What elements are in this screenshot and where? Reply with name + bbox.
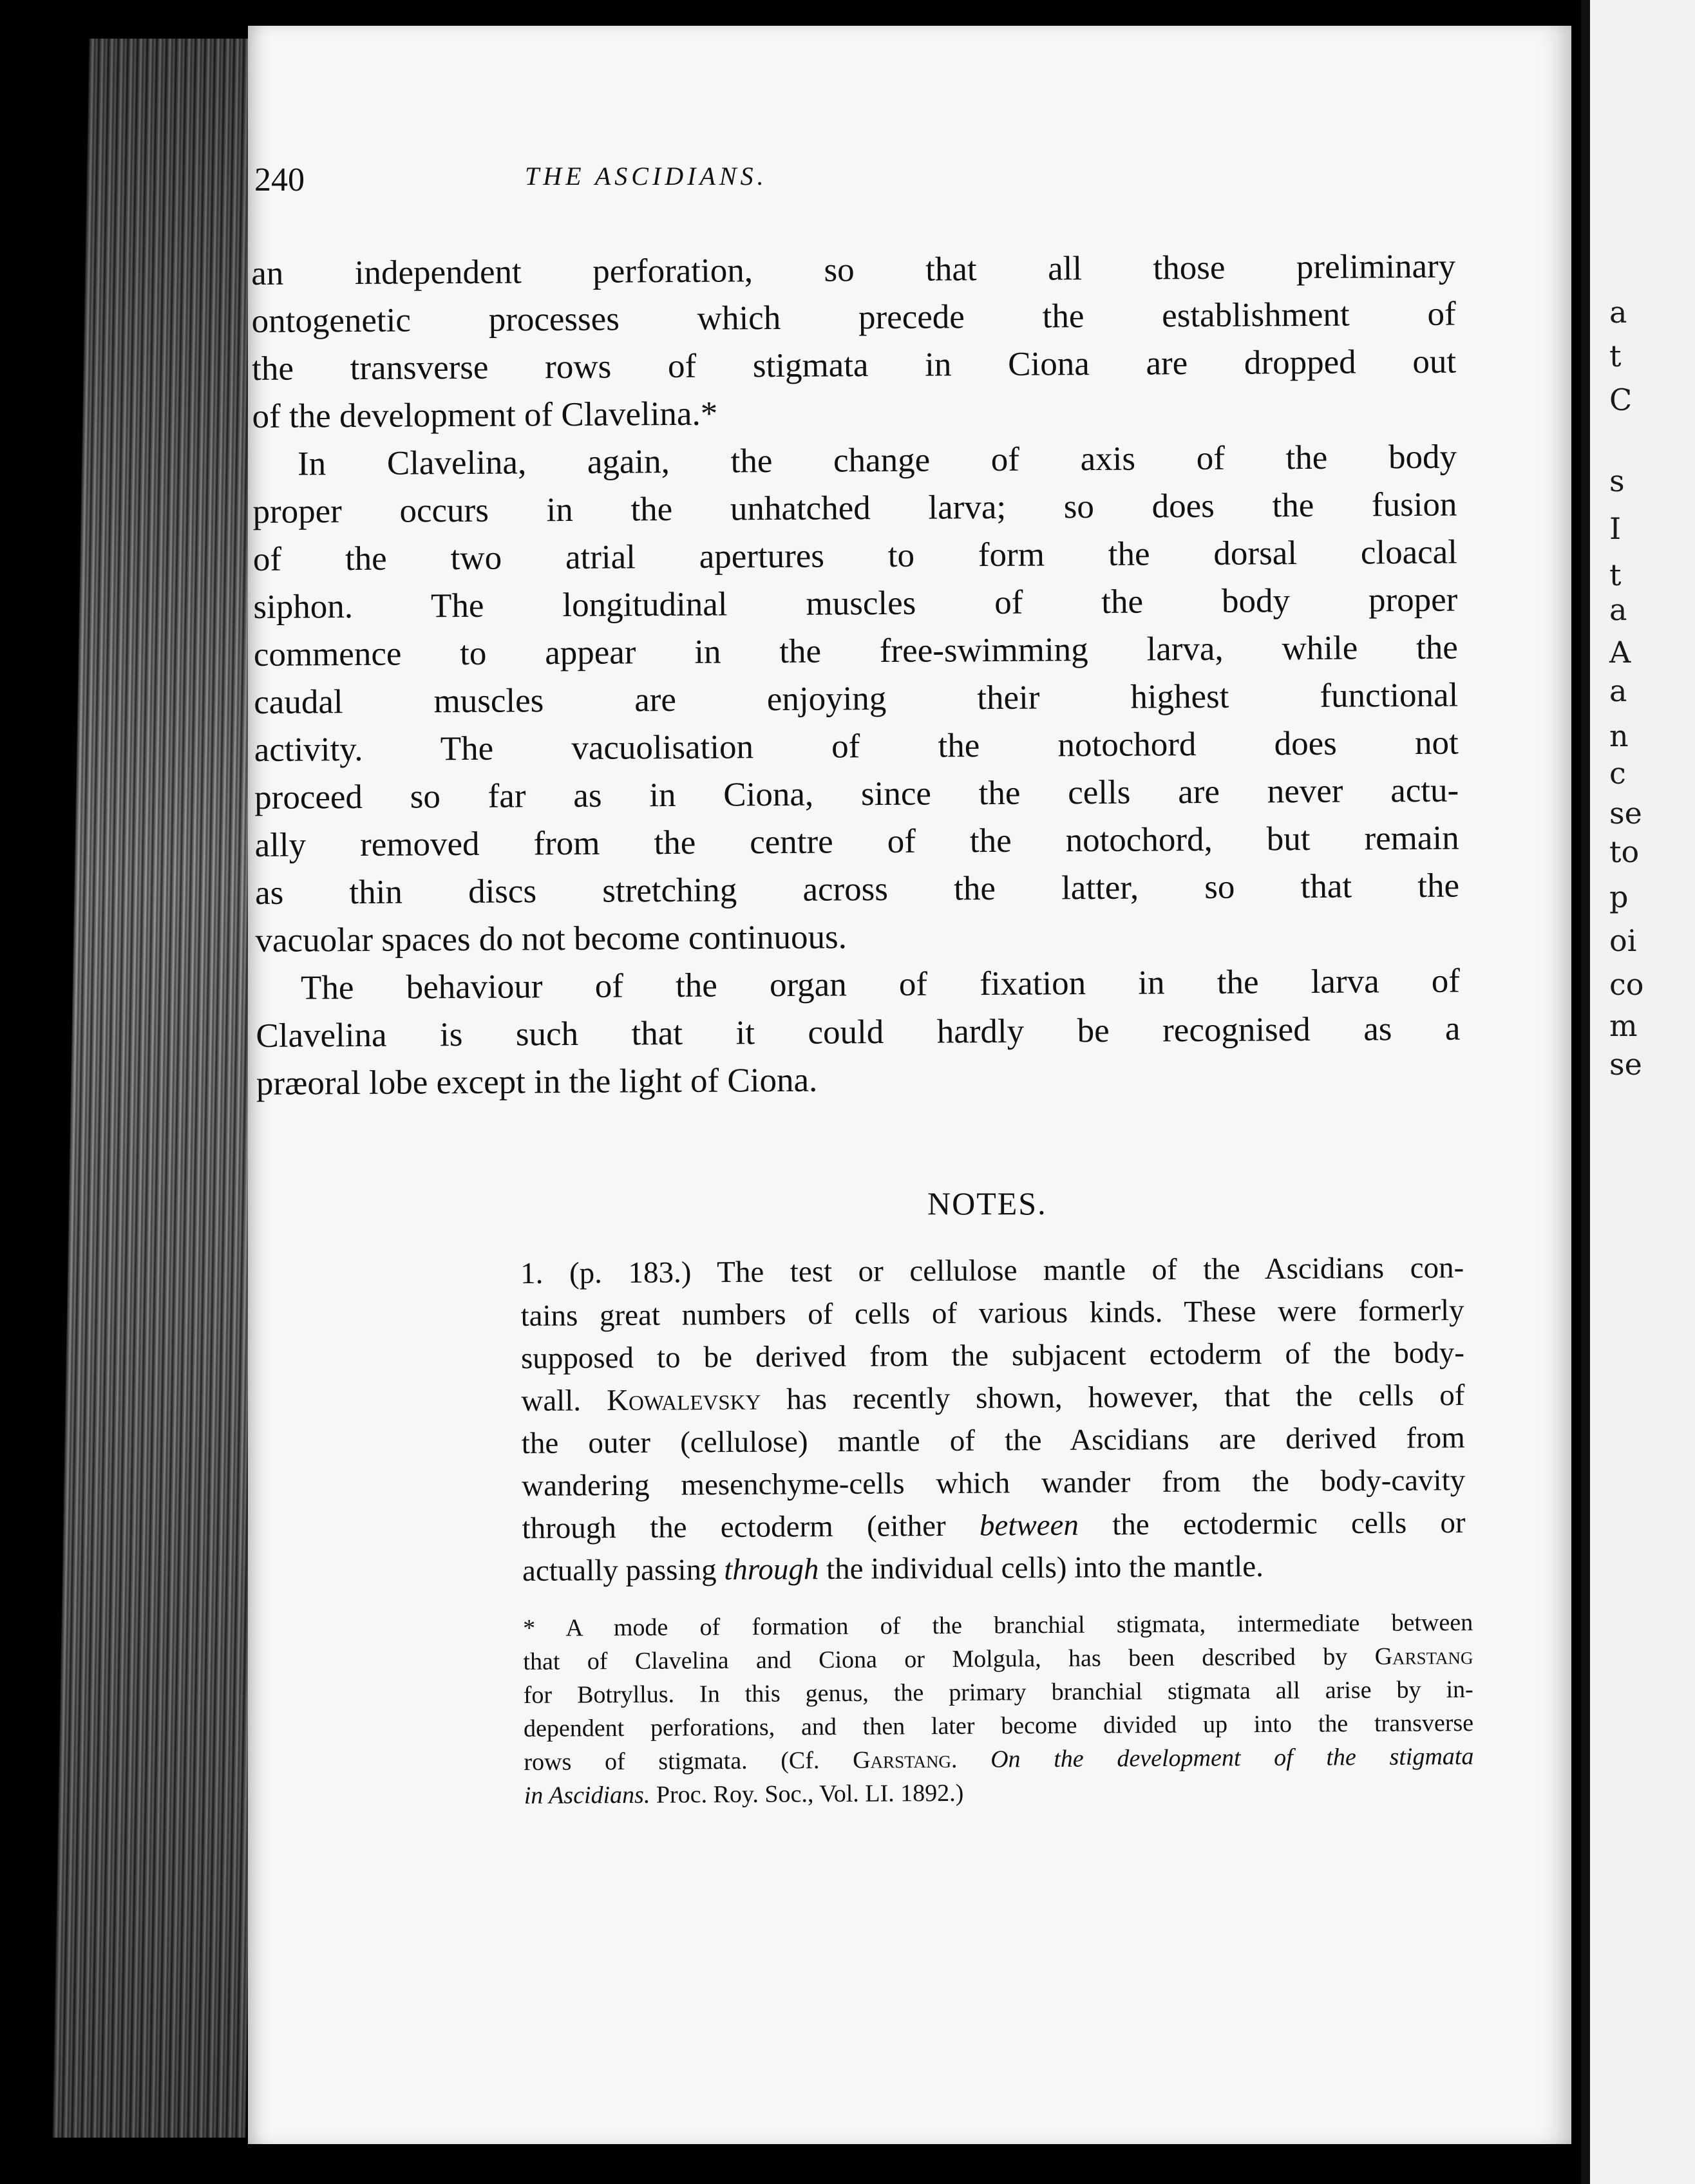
footnote-line: dependent perforations, and then later become divided up into the transverse — [523, 1709, 1474, 1742]
running-title: THE ASCIDIANS. — [525, 162, 768, 191]
note-fragment: the ectodermic cells or — [1112, 1506, 1466, 1542]
note-line: 1. (p. 183.) The test or cellulose mantle of the Ascidians con- — [520, 1251, 1464, 1290]
next-page-fragment: p — [1609, 880, 1629, 914]
note-line: the outer (cellulose) mantle of the Ascidians are derived from — [521, 1421, 1465, 1460]
body-line: proceed so far as in Ciona, since the cells are never actu- — [254, 771, 1459, 816]
body-line: activity. The vacuolisation of the notochord does not — [254, 724, 1459, 769]
footnote — [523, 1606, 1474, 1812]
author-name: Garstang. — [853, 1746, 958, 1774]
body-line: ally removed from the centre of the notochord, but remain — [254, 819, 1459, 864]
note-line — [521, 1374, 1464, 1422]
next-page-fragment: C — [1609, 382, 1633, 417]
note-line — [522, 1544, 1466, 1592]
next-page-fragment: A — [1609, 635, 1631, 670]
emphasis: through — [724, 1552, 819, 1587]
note-line: tains great numbers of cells of various kinds. These were formerly — [520, 1294, 1464, 1333]
note-line: wandering mesenchyme-cells which wander from the body-cavity — [522, 1464, 1466, 1503]
body-line: Clavelina is such that it could hardly be recognised as a — [256, 1010, 1461, 1055]
page-header — [254, 161, 1188, 212]
note-fragment: through the ectoderm (either — [522, 1509, 946, 1545]
next-page-fragment: c — [1609, 756, 1626, 791]
next-page-fragment: a — [1609, 295, 1627, 330]
footnote-line — [523, 1639, 1473, 1679]
body-line: of the two atrial apertures to form the dorsal cloacal — [252, 533, 1458, 578]
footnote-fragment: rows of stigmata. (Cf. — [524, 1747, 820, 1776]
body-line: In Clavelina, again, the change of axis of the body — [297, 438, 1457, 483]
next-page-edge — [1581, 0, 1695, 2184]
note-fragment: the individual cells) into the mantle. — [826, 1549, 1264, 1586]
body-line: the transverse rows of stigmata in Ciona are dropped out — [251, 343, 1457, 388]
footnote-line — [524, 1740, 1473, 1779]
next-page-fragment: co — [1609, 967, 1644, 1002]
footnote-line: for Botryllus. In this genus, the primary branchial stigmata all arise by in- — [523, 1675, 1473, 1709]
author-name: Garstang — [1374, 1642, 1473, 1670]
citation-title: in Ascidians. — [524, 1781, 650, 1809]
body-line: of the development of Clavelina.* — [252, 395, 718, 435]
citation-title: On the development of the stigmata — [990, 1742, 1474, 1773]
next-page-fragment: m — [1609, 1008, 1638, 1043]
footnote-line — [524, 1773, 1474, 1812]
body-line: commence to appear in the free-swimming larva, while the — [253, 628, 1458, 673]
notes-text — [520, 1247, 1466, 1592]
next-page-fragment: I — [1609, 511, 1622, 546]
body-text — [251, 243, 1461, 1107]
next-page-fragment: to — [1609, 834, 1640, 869]
footnote-line: * A mode of formation of the branchial stigmata, intermediate between — [523, 1608, 1473, 1642]
footnote-fragment: that of Clavelina and Ciona or Molgula, has been described by — [523, 1643, 1348, 1675]
page-number: 240 — [254, 162, 305, 198]
next-page-fragment: s — [1609, 464, 1625, 498]
note-line: supposed to be derived from the subjacent ectoderm of the body- — [520, 1336, 1465, 1375]
body-line: præoral lobe except in the light of Ciona. — [256, 1061, 818, 1102]
note-fragment: has recently shown, however, that the cells of — [786, 1379, 1465, 1417]
note-fragment: wall. — [521, 1384, 582, 1418]
notes-heading: NOTES. — [927, 1185, 1047, 1221]
footnote-fragment: Proc. Roy. Soc., Vol. LI. 1892.) — [656, 1779, 964, 1809]
next-page-fragment: a — [1609, 673, 1627, 708]
body-line: siphon. The longitudinal muscles of the body proper — [253, 581, 1458, 626]
body-line: The behaviour of the organ of fixation in the larva of — [300, 962, 1461, 1007]
next-page-fragment: a — [1609, 592, 1627, 627]
body-line: an independent perforation, so that all those preliminary — [251, 247, 1456, 292]
next-page-fragment: se — [1609, 796, 1642, 831]
next-page-fragment: t — [1609, 558, 1622, 592]
body-line: vacuolar spaces do not become continuous. — [255, 918, 848, 959]
body-line: proper occurs in the unhatched larva; so does the fusion — [252, 485, 1457, 531]
body-line: caudal muscles are enjoying their highest functional — [254, 676, 1459, 721]
note-fragment: actually passing — [522, 1553, 717, 1588]
next-page-fragment: oi — [1609, 923, 1637, 958]
note-line — [522, 1502, 1465, 1550]
emphasis: between — [979, 1508, 1079, 1543]
body-line: ontogenetic processes which precede the establishment of — [251, 295, 1456, 340]
next-page-fragment: t — [1609, 339, 1622, 373]
next-page-fragment: n — [1609, 719, 1629, 753]
body-line: as thin discs stretching across the latter, so that the — [254, 867, 1460, 912]
next-page-fragment: se — [1609, 1047, 1642, 1082]
author-name: Kowalevsky — [606, 1382, 761, 1418]
